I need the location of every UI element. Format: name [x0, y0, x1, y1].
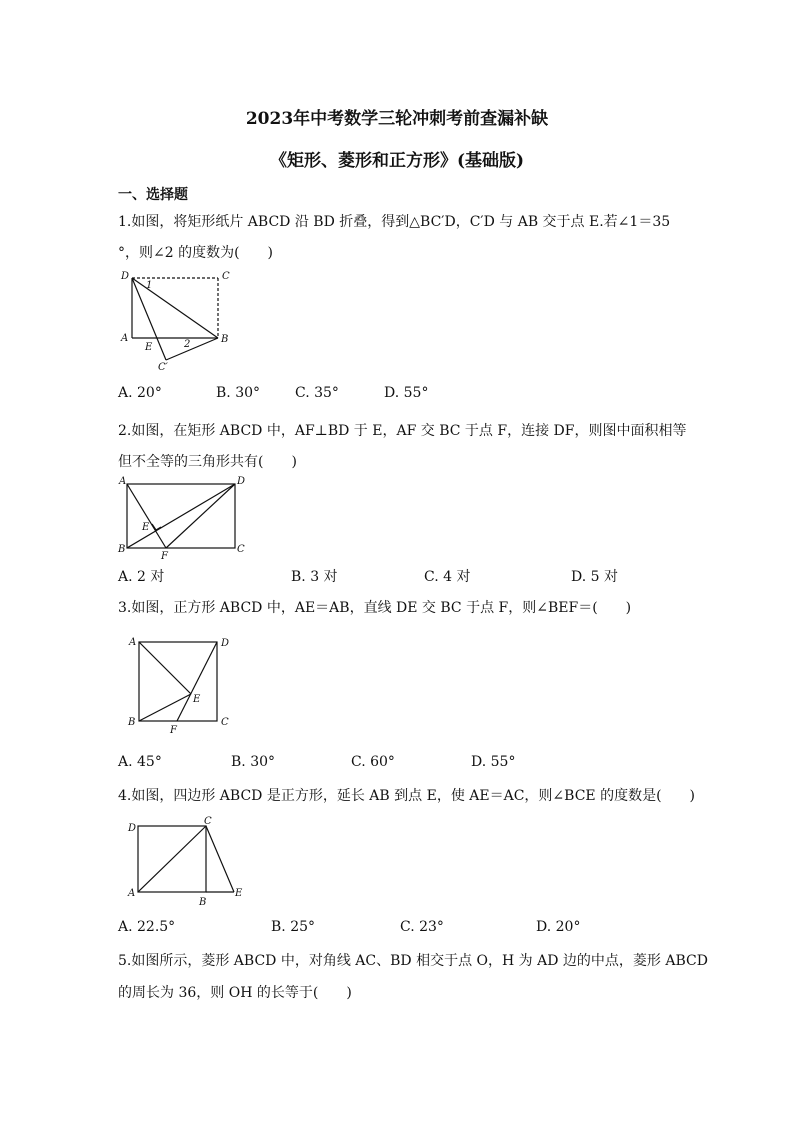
q1-option-b[interactable]: B. 30° [216, 385, 261, 401]
q5-stem-line2: 的周长为 36，则 OH 的长等于( ) [118, 985, 352, 1001]
q1-label-E: E [145, 342, 153, 353]
q4-option-c[interactable]: C. 23° [400, 919, 444, 935]
q3-option-c[interactable]: C. 60° [351, 754, 395, 770]
q2-option-c[interactable]: C. 4 对 [424, 569, 471, 585]
q1-label-angle2: 2 [184, 339, 191, 350]
q4-option-d[interactable]: D. 20° [536, 919, 581, 935]
q1-stem-line1: 1.如图，将矩形纸片 ABCD 沿 BD 折叠，得到△BC′D，C′D 与 AB 交于点 E.若∠1＝35 [118, 214, 671, 230]
q3-label-A: A [129, 637, 137, 648]
q1-label-Cp: C′ [158, 362, 168, 373]
q1-label-angle1: 1 [146, 280, 153, 291]
q2-label-F: F [161, 551, 168, 562]
q4-label-A: A [128, 888, 136, 899]
q2-label-B: B [118, 544, 126, 555]
q2-figure [116, 474, 251, 560]
q3-label-C: C [221, 717, 229, 728]
q5-stem-line1: 5.如图所示，菱形 ABCD 中，对角线 AC、BD 相交于点 O，H 为 AD 边的中点，菱形 ABCD [118, 953, 708, 969]
q3-figure [122, 632, 242, 740]
q1-stem-line2: °，则∠2 的度数为( ) [118, 245, 274, 261]
q1-option-a[interactable]: A. 20° [118, 385, 162, 401]
q4-label-D: D [128, 823, 137, 834]
q1-figure [116, 268, 241, 376]
q4-label-C: C [204, 816, 212, 827]
q3-option-b[interactable]: B. 30° [231, 754, 276, 770]
q3-label-B: B [128, 717, 136, 728]
document-title: 2023年中考数学三轮冲刺考前查漏补缺 [245, 109, 549, 129]
q1-label-B: B [221, 334, 229, 345]
q2-stem-line2: 但不全等的三角形共有( ) [118, 454, 297, 470]
q2-label-A: A [119, 476, 127, 487]
q2-option-a[interactable]: A. 2 对 [118, 569, 165, 585]
q4-option-b[interactable]: B. 25° [271, 919, 316, 935]
q1-label-C: C [222, 271, 230, 282]
section-heading: 一、选择题 [118, 187, 188, 203]
q4-label-E: E [235, 888, 243, 899]
q3-label-D: D [221, 638, 230, 649]
q1-option-d[interactable]: D. 55° [384, 385, 429, 401]
q2-option-b[interactable]: B. 3 对 [291, 569, 338, 585]
q3-option-a[interactable]: A. 45° [118, 754, 162, 770]
q3-stem-line1: 3.如图，正方形 ABCD 中，AE＝AB，直线 DE 交 BC 于点 F，则∠BEF＝( ) [118, 600, 632, 616]
q4-label-B: B [199, 897, 207, 908]
q2-label-C: C [237, 544, 245, 555]
q1-label-D: D [121, 271, 130, 282]
q4-stem-line1: 4.如图，四边形 ABCD 是正方形，延长 AB 到点 E，使 AE＝AC，则∠BCE 的度数是( ) [118, 788, 696, 804]
q1-option-c[interactable]: C. 35° [295, 385, 339, 401]
q2-stem-line1: 2.如图，在矩形 ABCD 中，AF⊥BD 于 E，AF 交 BC 于点 F，连接 DF，则图中面积相等 [118, 423, 687, 439]
q1-label-A: A [121, 333, 129, 344]
q2-label-D: D [237, 476, 246, 487]
q2-label-E: E [142, 522, 150, 533]
q4-figure [122, 816, 252, 908]
document-subtitle: 《矩形、菱形和正方形》(基础版) [269, 151, 525, 171]
q3-option-d[interactable]: D. 55° [471, 754, 516, 770]
q3-label-E: E [193, 694, 201, 705]
q3-label-F: F [170, 725, 177, 736]
q4-option-a[interactable]: A. 22.5° [118, 919, 176, 935]
q2-option-d[interactable]: D. 5 对 [571, 569, 618, 585]
